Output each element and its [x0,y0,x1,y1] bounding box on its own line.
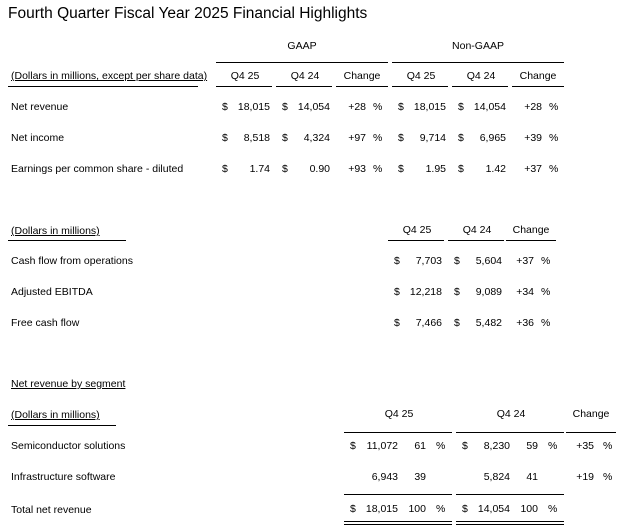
col-header-change: Change [512,224,550,236]
segment-q425-value: 11,072 [366,440,398,452]
segment-heading: Net revenue by segment [11,378,126,390]
dollar-sign: $ [222,101,228,113]
cashflow-q425-value: 12,218 [409,286,442,298]
segment-q425-pct: 39 [414,471,426,483]
cashflow-change-value: +36 [516,317,534,329]
segment-q424-value: 8,230 [483,440,510,452]
segment-q424-pct: 41 [526,471,538,483]
gaap-q425-value: 8,518 [243,132,270,144]
highlights-units-label: (Dollars in millions, except per share data) [11,70,208,82]
segment-q424-pct: 100 [520,503,538,515]
dollar-sign: $ [282,163,288,175]
segment-q425-pct: 61 [414,440,426,452]
double-rule [344,521,452,525]
dollar-sign: $ [350,440,356,452]
nongaap-q424-value: 1.42 [485,163,506,175]
rule [8,86,198,87]
dollar-sign: $ [350,503,356,515]
percent-sign: % [603,471,613,483]
gaap-change-value: +97 [348,132,366,144]
row-label: Total net revenue [11,504,92,516]
cashflow-q424-value: 5,604 [475,255,502,267]
rule [344,432,452,433]
nongaap-change-value: +37 [524,163,542,175]
nongaap-q425-value: 9,714 [419,132,446,144]
cashflow-q424-value: 9,089 [475,286,502,298]
col-header-q425: Q4 25 [230,70,260,82]
cashflow-units-label: (Dollars in millions) [11,225,100,237]
col-header-q424: Q4 24 [466,70,496,82]
rule [448,240,504,241]
dollar-sign: $ [282,101,288,113]
percent-sign: % [541,286,551,298]
dollar-sign: $ [462,503,468,515]
dollar-sign: $ [398,132,404,144]
percent-sign: % [541,317,551,329]
percent-sign: % [549,101,559,113]
col-header-change: Change [343,70,381,82]
dollar-sign: $ [454,255,460,267]
percent-sign: % [436,503,446,515]
segment-q425-value: 6,943 [371,471,398,483]
rule [456,494,564,495]
percent-sign: % [603,440,613,452]
gaap-q424-value: 0.90 [309,163,330,175]
segment-change-value: +35 [576,440,594,452]
segment-q424-value: 5,824 [483,471,510,483]
row-label: Free cash flow [11,317,80,329]
cashflow-q425-value: 7,703 [415,255,442,267]
percent-sign: % [436,440,446,452]
percent-sign: % [373,132,383,144]
col-header-q425: Q4 25 [402,224,432,236]
dollar-sign: $ [458,163,464,175]
gaap-change-value: +93 [348,163,366,175]
row-label: Semiconductor solutions [11,440,126,452]
cashflow-q425-value: 7,466 [415,317,442,329]
col-header-change: Change [519,70,557,82]
dollar-sign: $ [454,286,460,298]
dollar-sign: $ [394,255,400,267]
gaap-q425-value: 1.74 [249,163,270,175]
dollar-sign: $ [462,440,468,452]
gaap-q425-value: 18,015 [237,101,270,113]
page-title: Fourth Quarter Fiscal Year 2025 Financial Highlights [8,5,368,22]
row-label: Earnings per common share - diluted [11,163,184,175]
row-label: Adjusted EBITDA [11,286,93,298]
rule [276,86,332,87]
nongaap-change-value: +39 [524,132,542,144]
row-label: Infrastructure software [11,471,116,483]
rule [336,86,388,87]
dollar-sign: $ [222,163,228,175]
percent-sign: % [549,132,559,144]
percent-sign: % [548,440,558,452]
dollar-sign: $ [394,286,400,298]
percent-sign: % [373,101,383,113]
nongaap-q425-value: 1.95 [425,163,446,175]
rule [566,432,616,433]
col-header-change: Change [572,408,610,420]
gaap-header-rule [216,62,388,63]
col-header-q424: Q4 24 [496,408,526,420]
segment-q425-pct: 100 [408,503,426,515]
nongaap-q425-value: 18,015 [413,101,446,113]
gaap-header: GAAP [287,40,317,52]
segment-q424-value: 14,054 [477,503,510,515]
row-label: Cash flow from operations [11,255,133,267]
percent-sign: % [541,255,551,267]
nongaap-q424-value: 14,054 [473,101,506,113]
nongaap-header-rule [392,62,564,63]
dollar-sign: $ [282,132,288,144]
percent-sign: % [548,503,558,515]
dollar-sign: $ [454,317,460,329]
rule [388,240,444,241]
dollar-sign: $ [394,317,400,329]
dollar-sign: $ [222,132,228,144]
dollar-sign: $ [458,101,464,113]
col-header-q424: Q4 24 [462,224,492,236]
col-header-q424: Q4 24 [290,70,320,82]
cashflow-change-value: +34 [516,286,534,298]
rule [216,86,272,87]
dollar-sign: $ [398,101,404,113]
dollar-sign: $ [398,163,404,175]
rule [456,432,564,433]
cashflow-change-value: +37 [516,255,534,267]
row-label: Net revenue [11,101,69,113]
cashflow-q424-value: 5,482 [475,317,502,329]
rule [512,86,564,87]
segment-q425-value: 18,015 [365,503,398,515]
rule [8,425,116,426]
segment-units-label: (Dollars in millions) [11,409,100,421]
nongaap-header: Non-GAAP [452,40,504,52]
rule [452,86,508,87]
gaap-q424-value: 4,324 [303,132,330,144]
row-label: Net income [11,132,65,144]
double-rule [456,521,564,525]
gaap-change-value: +28 [348,101,366,113]
dollar-sign: $ [458,132,464,144]
col-header-q425: Q4 25 [406,70,436,82]
segment-change-value: +19 [576,471,594,483]
gaap-q424-value: 14,054 [297,101,330,113]
nongaap-q424-value: 6,965 [479,132,506,144]
rule [8,240,126,241]
rule [344,494,452,495]
rule [506,240,556,241]
col-header-q425: Q4 25 [384,408,414,420]
segment-q424-pct: 59 [526,440,538,452]
rule [392,86,448,87]
percent-sign: % [373,163,383,175]
percent-sign: % [549,163,559,175]
nongaap-change-value: +28 [524,101,542,113]
